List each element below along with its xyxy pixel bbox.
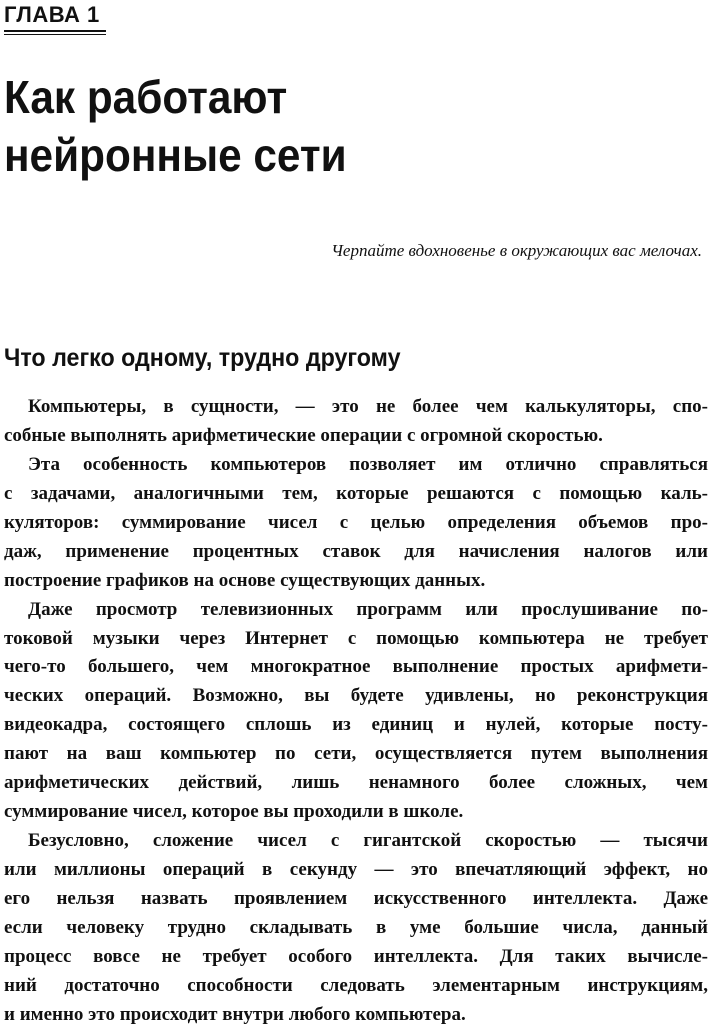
text-line: арифметических действий, лишь ненамного более сложных, чем bbox=[4, 772, 708, 794]
text-line: Компьютеры, в сущности, — это не более чем калькуляторы, спо- bbox=[28, 396, 708, 417]
epigraph: Черпайте вдохновенье в окружающих вас мелочах. bbox=[331, 241, 702, 260]
body-text bbox=[4, 393, 708, 1030]
chapter-title-line-2: нейронные сети bbox=[4, 129, 347, 181]
paragraph bbox=[4, 827, 708, 1030]
text-line: чего-то большего, чем многократное выполнение простых арифмети- bbox=[4, 656, 708, 678]
text-line: или миллионы операций в секунду — это впечатляющий эффект, но bbox=[4, 859, 708, 880]
text-line: видеокадра, состоящего сплошь из единиц и нулей, которые посту- bbox=[4, 714, 708, 736]
text-line: собные выполнять арифметические операции с огромной скоростью. bbox=[4, 424, 603, 446]
text-line: даж, применение процентных ставок для начисления налогов или bbox=[4, 540, 708, 562]
text-line: Даже просмотр телевизионных программ или прослушивание по- bbox=[28, 598, 708, 620]
text-line: процесс вовсе не требует особого интеллекта. Для таких вычисле- bbox=[4, 945, 708, 967]
text-line: если человеку трудно складывать в уме большие числа, данный bbox=[4, 916, 708, 938]
text-line: ческих операций. Возможно, вы будете удивлены, но реконструкция bbox=[4, 685, 708, 707]
chapter-label: ГЛАВА 1 bbox=[4, 2, 100, 27]
text-line: его нельзя назвать проявлением искусственного интеллекта. Даже bbox=[4, 887, 708, 909]
text-line: суммирование чисел, которое вы проходили в школе. bbox=[4, 801, 464, 823]
chapter-title bbox=[4, 68, 648, 184]
chapter-underline-thin bbox=[4, 34, 106, 35]
text-line: токовой музыки через Интернет с помощью компьютера не требует bbox=[4, 627, 708, 649]
text-line: и именно это происходит внутри любого компьютера. bbox=[4, 1003, 466, 1025]
text-line: Безусловно, сложение чисел с гигантской скоростью — тысячи bbox=[28, 830, 708, 852]
paragraph bbox=[4, 451, 708, 596]
text-line: куляторов: суммирование чисел с целью определения объемов про- bbox=[4, 511, 708, 533]
section-heading: Что легко одному, трудно другому bbox=[4, 344, 401, 372]
paragraph bbox=[4, 393, 708, 451]
text-line: пают на ваш компьютер по сети, осуществляется путем выполнения bbox=[4, 743, 708, 765]
chapter-title-line-1: Как работают bbox=[4, 71, 288, 123]
text-line: ний достаточно способности следовать элементарным инструкциям, bbox=[4, 974, 708, 996]
chapter-underline bbox=[4, 30, 106, 32]
text-line: с задачами, аналогичными тем, которые решаются с помощью каль- bbox=[4, 482, 708, 504]
text-line: Эта особенность компьютеров позволяет им отлично справляться bbox=[28, 453, 708, 475]
text-line: построение графиков на основе существующих данных. bbox=[4, 569, 486, 591]
paragraph bbox=[4, 596, 708, 828]
